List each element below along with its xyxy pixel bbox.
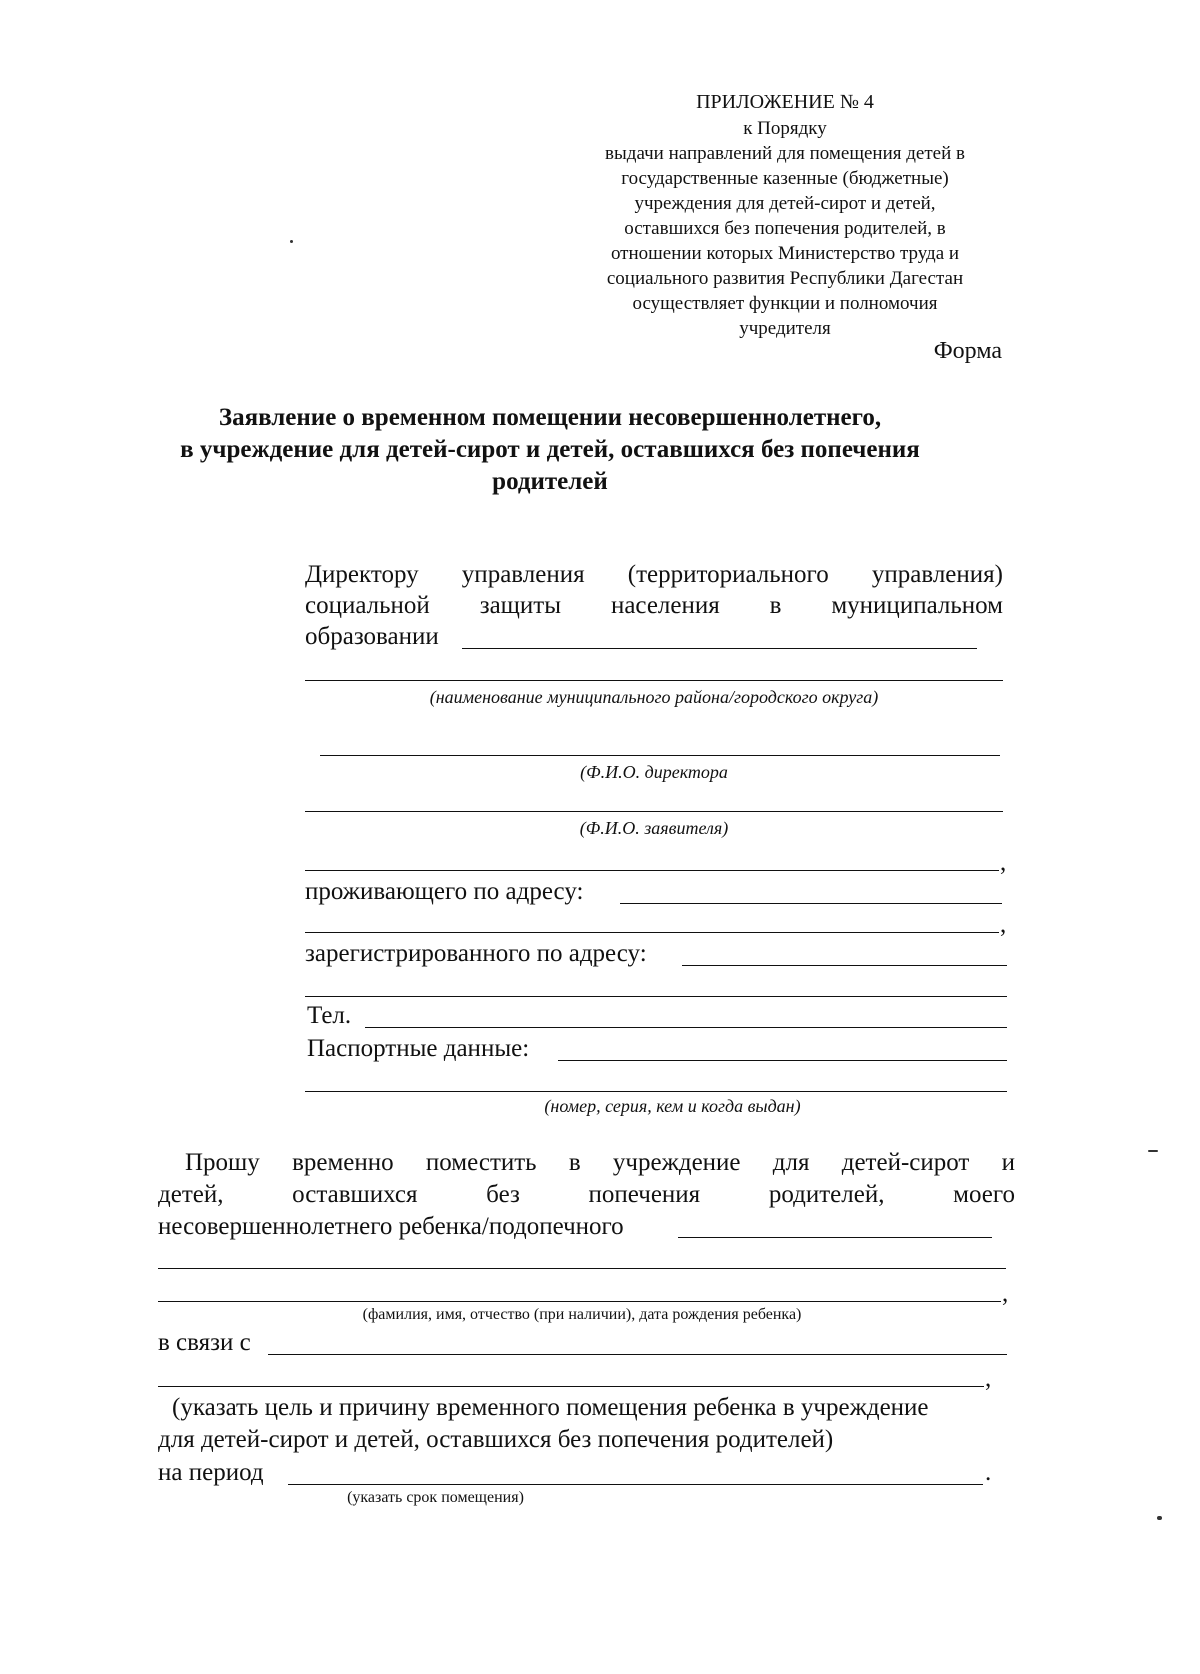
header-line-1: к Порядку (743, 118, 827, 139)
residing-label: проживающего по адресу: (305, 878, 584, 905)
addressee-line-3-label: образовании (305, 623, 439, 650)
header-line-8: осуществляет функции и полномочия (632, 293, 938, 314)
municipality-field[interactable] (462, 648, 977, 649)
request-line-1: Прошу временно поместить в учреждение для детей-сирот и (185, 1149, 1015, 1176)
period-end: . (985, 1459, 992, 1486)
header-line-3: государственные казенные (бюджетные) (621, 168, 949, 189)
title-line-1: Заявление о временном помещении несовершеннолетнего, (218, 404, 882, 431)
applicant-name-field[interactable] (305, 811, 1003, 812)
applicant-caption: (Ф.И.О. заявителя) (579, 818, 729, 838)
scan-speck (1148, 1150, 1158, 1152)
phone-label: Тел. (307, 1002, 352, 1029)
child-field-2[interactable] (158, 1268, 1006, 1269)
reason-field[interactable] (268, 1354, 1007, 1355)
header-line-9: учредителя (739, 318, 831, 339)
scan-speck (1157, 1516, 1162, 1520)
child-field[interactable] (678, 1237, 992, 1238)
comma-4: , (985, 1365, 992, 1392)
applicant-name-field-2[interactable] (305, 870, 999, 871)
reason-caption-line-1: (указать цель и причину временного помещения ребенка в учреждение (172, 1394, 929, 1421)
director-caption: (Ф.И.О. директора (580, 762, 728, 782)
document-title (100, 402, 1000, 498)
passport-caption: (номер, серия, кем и когда выдан) (544, 1096, 801, 1116)
phone-field[interactable] (365, 1027, 1007, 1028)
registered-address-field[interactable] (682, 965, 1007, 966)
comma-2: , (1000, 911, 1007, 938)
period-field[interactable] (288, 1484, 983, 1485)
child-caption: (фамилия, имя, отчество (при наличии), дата рождения ребенка) (362, 1306, 802, 1323)
title-line-2: в учреждение для детей-сирот и детей, оставшихся без попечения (180, 436, 920, 463)
request-line-3: несовершеннолетнего ребенка/подопечного (158, 1213, 624, 1240)
addressee-line-1: Директору управления (территориального управления) (305, 561, 1003, 588)
reason-caption-line-2: для детей-сирот и детей, оставшихся без попечения родителей) (158, 1426, 834, 1453)
child-field-3[interactable] (158, 1301, 1001, 1302)
reason-label: в связи с (158, 1329, 251, 1356)
municipality-field-2[interactable] (305, 680, 1003, 681)
residing-address-field[interactable] (620, 903, 1002, 904)
appendix-number: ПРИЛОЖЕНИЕ № 4 (696, 91, 874, 113)
passport-field-2[interactable] (305, 1091, 1007, 1092)
period-caption: (указать срок помещения) (347, 1489, 524, 1506)
form-label: Форма (933, 338, 1002, 364)
header-line-5: оставшихся без попечения родителей, в (624, 218, 946, 239)
addressee-line-2: социальной защиты населения в муниципальном (305, 592, 1003, 619)
header-line-2: выдачи направлений для помещения детей в (605, 143, 965, 164)
comma-1: , (1000, 849, 1007, 876)
director-name-field[interactable] (320, 755, 1000, 756)
municipality-caption: (наименование муниципального района/городского округа) (429, 687, 879, 707)
period-label: на период (158, 1459, 264, 1486)
registered-address-field-2[interactable] (305, 996, 1007, 997)
scan-speck (290, 240, 293, 243)
registered-label: зарегистрированного по адресу: (305, 940, 647, 967)
title-line-3: родителей (492, 468, 608, 495)
header-line-6: отношении которых Министерство труда и (610, 243, 960, 264)
passport-label: Паспортные данные: (307, 1035, 530, 1062)
header-line-4: учреждения для детей-сирот и детей, (634, 193, 936, 214)
request-line-2: детей, оставшихся без попечения родителей, моего (158, 1181, 1015, 1208)
comma-3: , (1002, 1280, 1009, 1307)
residing-address-field-2[interactable] (305, 932, 999, 933)
header-line-7: социального развития Республики Дагестан (606, 268, 964, 289)
passport-field[interactable] (558, 1060, 1007, 1061)
reason-field-2[interactable] (158, 1386, 984, 1387)
